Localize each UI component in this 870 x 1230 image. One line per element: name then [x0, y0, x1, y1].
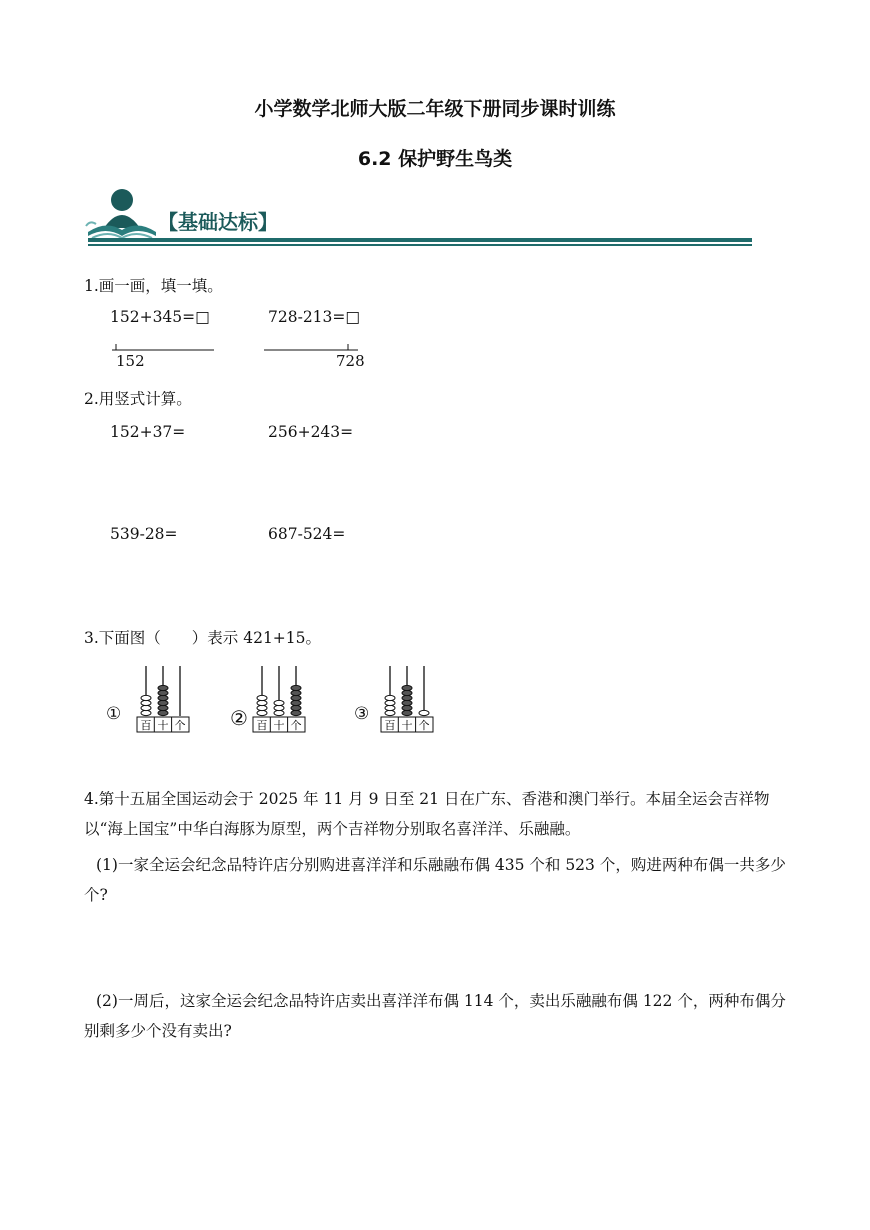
q1-expr-1: 152+345=□: [110, 308, 210, 326]
abacus-3-label-tens: 十: [401, 719, 413, 732]
q2-item-1: 152+37=: [110, 423, 186, 441]
section-label: 【基础达标】: [158, 210, 278, 234]
abacus-1-label-tens: 十: [157, 719, 169, 732]
abacus-2-label-hundreds: 百: [256, 719, 268, 732]
section-divider: [88, 238, 752, 247]
q2-item-4: 687-524=: [268, 525, 346, 543]
abacus-3: [380, 662, 436, 734]
option-marker-3: ③: [354, 704, 370, 724]
abacus-3-label-ones: 个: [418, 719, 430, 732]
abacus-2-label-ones: 个: [290, 719, 302, 732]
abacus-1: [136, 662, 192, 734]
q4-part1: (1)一家全运会纪念品特许店分别购进喜洋洋和乐融融布偶 435 个和 523 个，购进两种布偶一共多少个?: [84, 856, 786, 904]
q4-intro: 4.第十五届全国运动会于 2025 年 11 月 9 日至 21 日在广东、香港和澳门举行。本届全运会吉祥物以“海上国宝”中华白海豚为原型，两个吉祥物分别取名喜洋洋、乐融融。: [84, 790, 770, 838]
q1-expr-2: 728-213=□: [268, 308, 361, 326]
abacus-3-label-hundreds: 百: [384, 719, 396, 732]
reader-icon: [84, 186, 160, 242]
page-subtitle: 6.2 保护野生鸟类: [357, 148, 513, 170]
page-title: 小学数学北师大版二年级下册同步课时训练: [254, 98, 616, 120]
option-marker-2: ②: [230, 706, 248, 730]
abacus-1-label-ones: 个: [174, 719, 186, 732]
q2-item-2: 256+243=: [268, 423, 354, 441]
q1-prompt: 1.画一画，填一填。: [84, 277, 223, 295]
abacus-2-label-tens: 十: [273, 719, 285, 732]
number-line-2-label: 728: [336, 352, 365, 370]
q2-item-3: 539-28=: [110, 525, 178, 543]
q4-part2: (2)一周后，这家全运会纪念品特许店卖出喜洋洋布偶 114 个，卖出乐融融布偶 122 个，两种布偶分别剩多少个没有卖出?: [84, 992, 786, 1040]
number-line-1-label: 152: [116, 352, 145, 370]
q2-prompt: 2.用竖式计算。: [84, 390, 192, 408]
abacus-2: [252, 662, 308, 734]
option-marker-1: ①: [106, 704, 122, 724]
abacus-1-label-hundreds: 百: [140, 719, 152, 732]
q3-prompt: 3.下面图（ ）表示 421+15。: [84, 629, 322, 647]
